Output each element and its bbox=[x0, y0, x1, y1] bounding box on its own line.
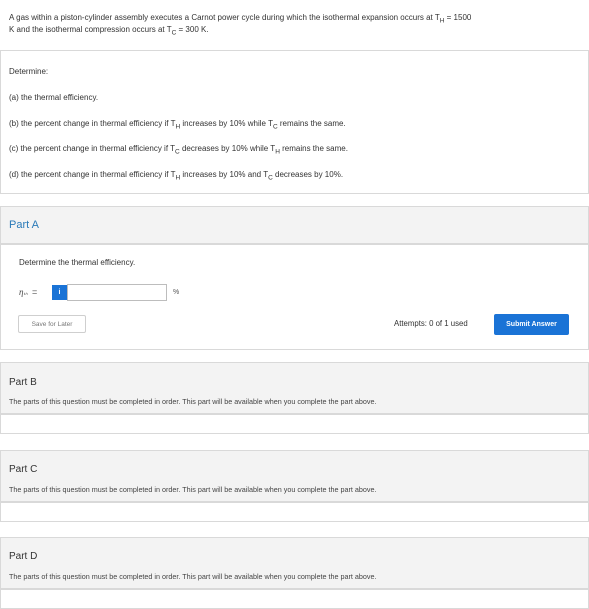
part-c-body bbox=[0, 502, 589, 522]
problem-text: = 1500 bbox=[444, 13, 472, 22]
item-text: increases by 10% and T bbox=[180, 170, 269, 179]
subscript: C bbox=[175, 148, 180, 156]
part-d-message: The parts of this question must be completed in order. This part will be available when you complete the part above. bbox=[9, 572, 377, 581]
eta-label bbox=[19, 287, 28, 297]
part-a-prompt: Determine the thermal efficiency. bbox=[19, 258, 136, 267]
item-text: remains the same. bbox=[279, 144, 348, 153]
attempts-text: Attempts: 0 of 1 used bbox=[394, 319, 468, 328]
part-d-body bbox=[0, 589, 589, 609]
determine-heading: Determine: bbox=[9, 67, 49, 76]
subscript-h: H bbox=[439, 17, 445, 25]
item-text: (d) the percent change in thermal efficiency if T bbox=[9, 170, 176, 179]
submit-answer-button[interactable] bbox=[494, 314, 569, 335]
save-label: Save for Later bbox=[31, 320, 73, 328]
subscript-c: C bbox=[171, 29, 177, 37]
submit-label: Submit Answer bbox=[506, 321, 557, 328]
unit-label: % bbox=[173, 289, 180, 296]
part-b-message: The parts of this question must be completed in order. This part will be available when you complete the part above. bbox=[9, 397, 377, 406]
problem-line-2 bbox=[9, 25, 209, 37]
item-text: remains the same. bbox=[277, 119, 346, 128]
problem-text: A gas within a piston-cylinder assembly executes a Carnot power cycle during which the isothermal expansion occurs at T bbox=[9, 13, 440, 22]
info-icon[interactable] bbox=[52, 285, 67, 300]
subscript: C bbox=[272, 123, 278, 131]
item-text: decreases by 10% while T bbox=[179, 144, 276, 153]
part-d-header bbox=[0, 537, 589, 589]
subscript: H bbox=[275, 148, 280, 156]
part-b-body bbox=[0, 414, 589, 434]
part-a-header[interactable] bbox=[0, 206, 589, 244]
item-text: decreases by 10%. bbox=[272, 170, 344, 179]
problem-line-1 bbox=[9, 13, 471, 25]
part-a-title[interactable]: Part A bbox=[9, 219, 39, 231]
part-c-header bbox=[0, 450, 589, 502]
part-c-message: The parts of this question must be completed in order. This part will be available when you complete the part above. bbox=[9, 485, 377, 494]
part-b-title: Part B bbox=[9, 377, 37, 388]
info-icon-glyph: i bbox=[58, 289, 61, 296]
eta-subscript: ₜₕ bbox=[23, 291, 28, 297]
answer-input[interactable] bbox=[67, 284, 167, 301]
equals-sign: = bbox=[32, 287, 38, 297]
determine-item-b bbox=[9, 119, 346, 131]
part-c-title: Part C bbox=[9, 464, 38, 475]
problem-text: = 300 K. bbox=[176, 25, 209, 34]
determine-item-c bbox=[9, 144, 348, 156]
item-text: (c) the percent change in thermal efficiency if T bbox=[9, 144, 176, 153]
subscript: H bbox=[175, 174, 181, 182]
eta-symbol: η bbox=[19, 287, 24, 297]
save-for-later-button[interactable] bbox=[18, 315, 86, 333]
part-d-title: Part D bbox=[9, 551, 38, 562]
item-text: increases by 10% while T bbox=[180, 119, 273, 128]
subscript: C bbox=[268, 174, 273, 182]
determine-item-a: (a) the thermal efficiency. bbox=[9, 93, 99, 102]
problem-text: K and the isothermal compression occurs at T bbox=[9, 25, 172, 34]
determine-item-d bbox=[9, 170, 343, 182]
subscript: H bbox=[175, 123, 181, 131]
item-text: (b) the percent change in thermal efficiency if T bbox=[9, 119, 176, 128]
part-b-header bbox=[0, 362, 589, 414]
